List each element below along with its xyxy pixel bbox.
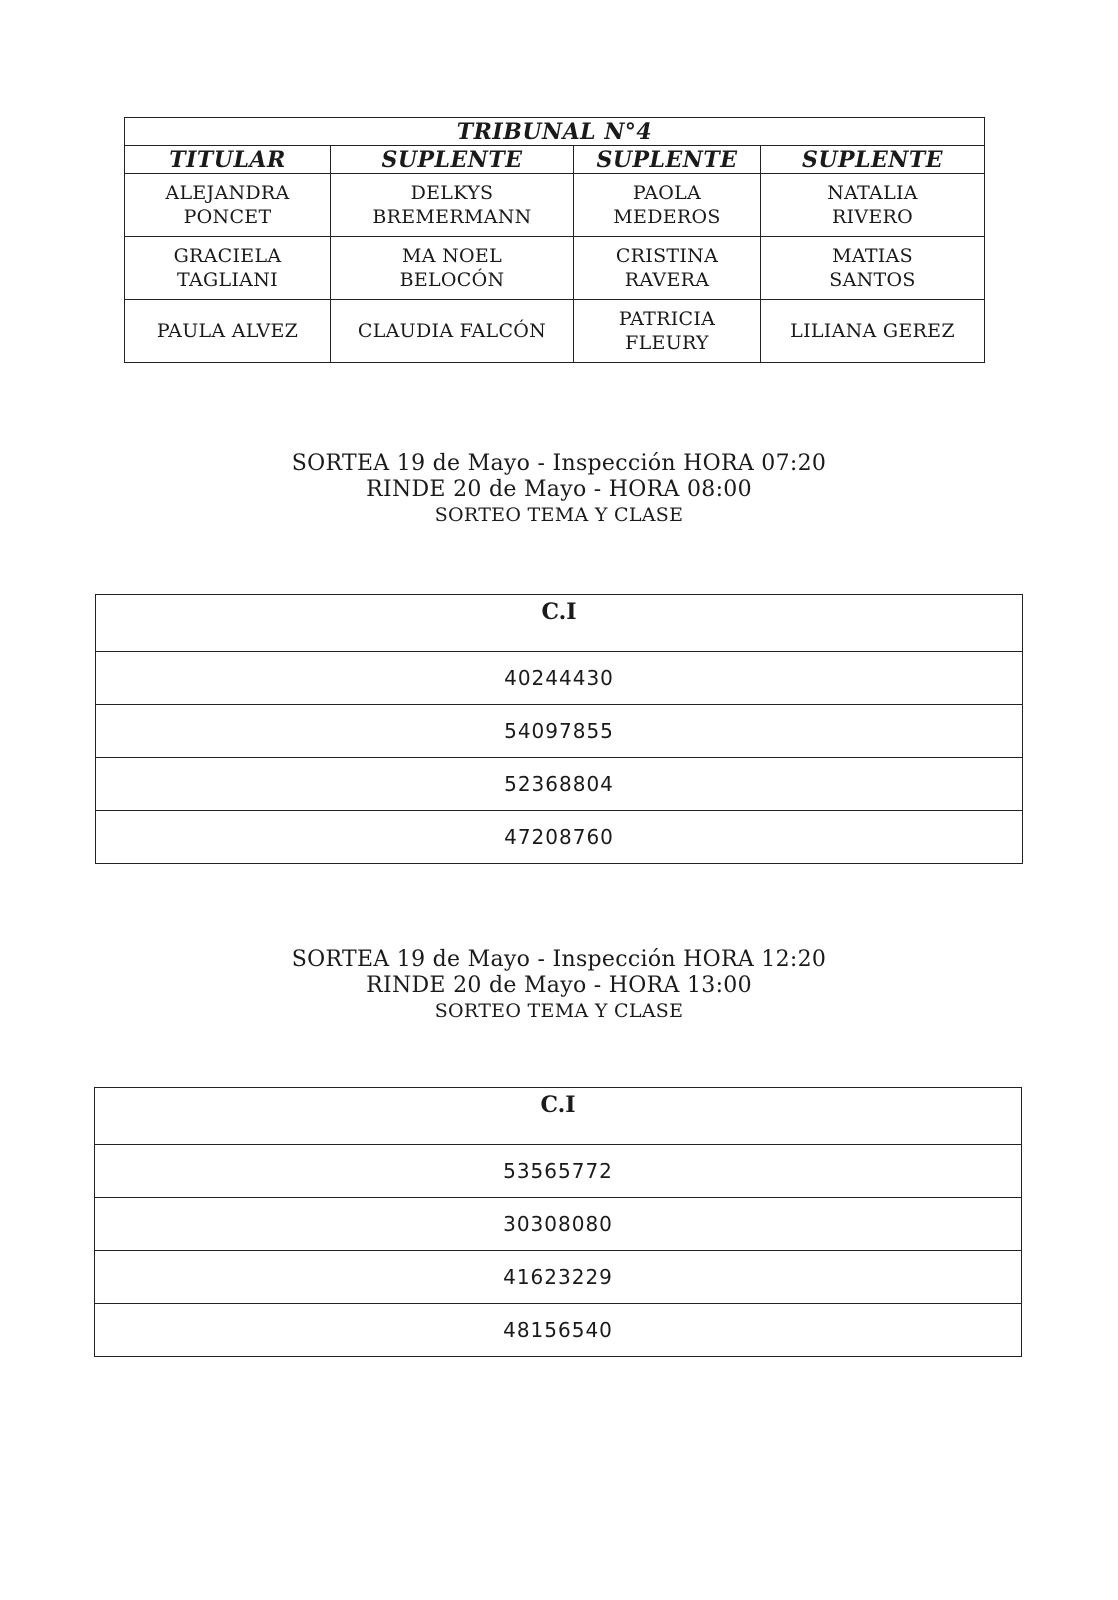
ci-header-row [96, 595, 1023, 652]
tribunal-header-row [125, 146, 985, 174]
name-line: GRACIELA [173, 245, 282, 267]
tribunal-cell [331, 237, 574, 300]
table-row [95, 1198, 1022, 1251]
ci-value: 52368804 [96, 758, 1023, 811]
table-row [96, 811, 1023, 864]
ci-value: 47208760 [96, 811, 1023, 864]
session-exam-line: RINDE 20 de Mayo - HORA 08:00 [366, 477, 752, 502]
tribunal-cell [125, 174, 331, 237]
table-row [96, 705, 1023, 758]
ci-header: C.I [96, 595, 1023, 652]
ci-value: 41623229 [95, 1251, 1022, 1304]
name-line: DELKYS [410, 182, 494, 204]
name-line: CLAUDIA FALCÓN [357, 320, 547, 342]
name-line: RIVERO [831, 206, 914, 228]
tribunal-cell [761, 300, 985, 363]
table-row [96, 652, 1023, 705]
table-row [95, 1304, 1022, 1357]
tribunal-cell [331, 300, 574, 363]
session-topic-line: SORTEO TEMA Y CLASE [434, 504, 684, 526]
table-row [95, 1145, 1022, 1198]
tribunal-cell [574, 237, 761, 300]
tribunal-row [125, 174, 985, 237]
name-line: ALEJANDRA [165, 182, 290, 204]
name-line: PAOLA [632, 182, 702, 204]
name-line: LILIANA GEREZ [790, 320, 955, 342]
ci-value: 54097855 [96, 705, 1023, 758]
name-line: PATRICIA [618, 308, 716, 330]
ci-value: 53565772 [95, 1145, 1022, 1198]
ci-header: C.I [95, 1088, 1022, 1145]
tribunal-row [125, 237, 985, 300]
name-line: MEDEROS [613, 206, 721, 228]
tribunal-title-row [125, 118, 985, 146]
ci-value: 48156540 [95, 1304, 1022, 1357]
name-line: BREMERMANN [372, 206, 532, 228]
table-row [96, 758, 1023, 811]
tribunal-cell [125, 237, 331, 300]
session-heading-2 [0, 947, 1118, 1024]
name-line: FLEURY [625, 332, 709, 354]
name-line: MA NOEL [401, 245, 502, 267]
header-titular: TITULAR [125, 146, 331, 174]
name-line: CRISTINA [615, 245, 719, 267]
tribunal-title: TRIBUNAL N°4 [125, 118, 985, 146]
name-line: MATIAS [832, 245, 913, 267]
session-topic-line: SORTEO TEMA Y CLASE [434, 1000, 684, 1022]
name-line: RAVERA [624, 269, 710, 291]
tribunal-row [125, 300, 985, 363]
header-suplente-1: SUPLENTE [331, 146, 574, 174]
ci-value: 40244430 [96, 652, 1023, 705]
session-draw-line: SORTEA 19 de Mayo - Inspección HORA 07:20 [291, 451, 827, 476]
header-suplente-2: SUPLENTE [574, 146, 761, 174]
name-line: NATALIA [827, 182, 918, 204]
table-row [95, 1251, 1022, 1304]
ci-table-2 [94, 1087, 1022, 1357]
tribunal-cell [761, 237, 985, 300]
ci-table-1 [95, 594, 1023, 864]
header-suplente-3: SUPLENTE [761, 146, 985, 174]
name-line: PONCET [183, 206, 272, 228]
name-line: TAGLIANI [177, 269, 278, 291]
name-line: SANTOS [829, 269, 916, 291]
tribunal-cell [574, 300, 761, 363]
ci-header-row [95, 1088, 1022, 1145]
session-exam-line: RINDE 20 de Mayo - HORA 13:00 [366, 973, 752, 998]
tribunal-table [124, 117, 985, 363]
name-line: PAULA ALVEZ [156, 320, 299, 342]
tribunal-cell [331, 174, 574, 237]
session-heading-1 [0, 451, 1118, 528]
session-draw-line: SORTEA 19 de Mayo - Inspección HORA 12:20 [291, 947, 827, 972]
tribunal-cell [761, 174, 985, 237]
name-line: BELOCÓN [399, 269, 505, 291]
ci-value: 30308080 [95, 1198, 1022, 1251]
tribunal-cell [125, 300, 331, 363]
tribunal-cell [574, 174, 761, 237]
